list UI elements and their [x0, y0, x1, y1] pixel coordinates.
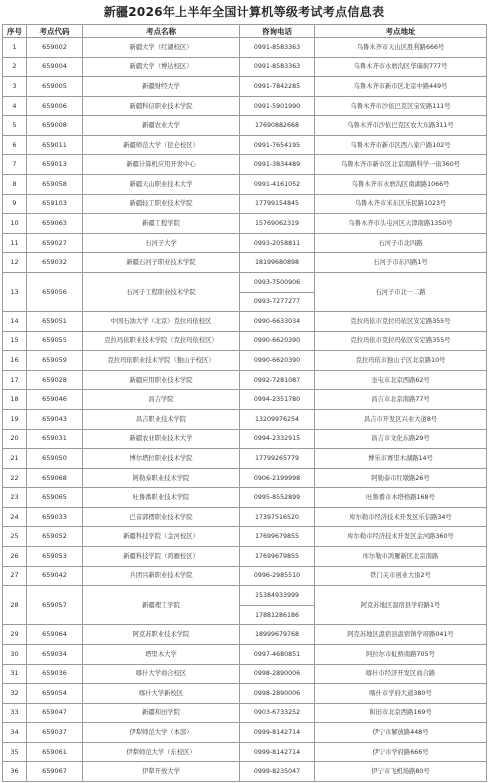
cell-address: 乌鲁木齐市水磨沟区南湖路1066号: [315, 175, 487, 195]
cell-phone: 15769062319: [240, 214, 315, 234]
cell-phone: 17690882668: [240, 116, 315, 136]
cell-code: 659033: [27, 507, 83, 527]
cell-name: 新疆农业大学: [83, 116, 240, 136]
cell-name: 伊犁师范大学（本部）: [83, 723, 240, 743]
cell-address: 和田市北京西路169号: [315, 703, 487, 723]
cell-address: 乌鲁木齐市沙依巴克区农大东路311号: [315, 116, 487, 136]
cell-seq: 35: [3, 742, 27, 762]
cell-seq: 2: [3, 57, 27, 77]
cell-phone: 0998-2890006: [240, 684, 315, 704]
cell-seq: 11: [3, 233, 27, 253]
table-row: [3, 96, 487, 116]
cell-seq: 36: [3, 762, 27, 782]
cell-address: 乌鲁木齐市新市区北京南路科学一街360号: [315, 155, 487, 175]
cell-code: 659037: [27, 723, 83, 743]
cell-name: 新疆科信职业技术学院: [83, 96, 240, 116]
cell-code: 659043: [27, 409, 83, 429]
cell-name: 巴音郭楞职业技术学院: [83, 507, 240, 527]
cell-address: 阿拉尔市虹桥南路705号: [315, 644, 487, 664]
table-row: [3, 77, 487, 97]
cell-address: 阿克苏地区温宿县温宿镇学府路041号: [315, 625, 487, 645]
header-seq: 序号: [3, 25, 27, 38]
cell-name: 克拉玛依职业技术学院（独山子校区）: [83, 351, 240, 371]
cell-code: 659053: [27, 547, 83, 567]
table-row: [3, 742, 487, 762]
cell-phone: 17799265779: [240, 449, 315, 469]
cell-code: 659005: [27, 77, 83, 97]
cell-code: 659052: [27, 527, 83, 547]
cell-name: 新疆农业职业技术大学: [83, 429, 240, 449]
cell-phone: 0991-5901990: [240, 96, 315, 116]
cell-code: 659013: [27, 155, 83, 175]
table-row: [3, 57, 487, 77]
cell-name: 伊犁开放大学: [83, 762, 240, 782]
cell-seq: 28: [3, 586, 27, 625]
cell-phone: 0990-6620390: [240, 331, 315, 351]
cell-code: 659056: [27, 272, 83, 311]
cell-seq: 34: [3, 723, 27, 743]
cell-code: 659065: [27, 488, 83, 508]
cell-address: 克拉玛依市克拉玛依区安定路355号: [315, 312, 487, 332]
table-row: [3, 488, 487, 508]
cell-code: 659006: [27, 96, 83, 116]
cell-seq: 14: [3, 312, 27, 332]
cell-address: 伊宁市解放路448号: [315, 723, 487, 743]
cell-name: 伊犁师范大学（东校区）: [83, 742, 240, 762]
header-phone: 咨询电话: [240, 25, 315, 38]
table-row: [3, 684, 487, 704]
cell-phone: 0998-2890006: [240, 664, 315, 684]
cell-phone: 17699679855: [240, 527, 315, 547]
cell-name: 阿克苏职业技术学院: [83, 625, 240, 645]
table-row: [3, 507, 487, 527]
cell-address: 昌吉市北京南路77号: [315, 390, 487, 410]
cell-address: 阿克苏地区温宿县学府路1号: [315, 586, 487, 625]
cell-seq: 32: [3, 684, 27, 704]
cell-address: 石河子市北一二路: [315, 272, 487, 311]
cell-address: 昌吉市开发区兴业大道8号: [315, 409, 487, 429]
cell-address: 奎屯市北京西路62号: [315, 370, 487, 390]
table-row: [3, 272, 487, 292]
cell-name: 新疆天山职业技术大学: [83, 175, 240, 195]
cell-phone: 17699679855: [240, 547, 315, 567]
cell-name: 石河子大学: [83, 233, 240, 253]
table-row: [3, 703, 487, 723]
cell-phone: 0990-6620390: [240, 351, 315, 371]
cell-seq: 15: [3, 331, 27, 351]
cell-phone: 18999679768: [240, 625, 315, 645]
cell-name: 新疆和田学院: [83, 703, 240, 723]
cell-seq: 29: [3, 625, 27, 645]
table-row: [3, 468, 487, 488]
cell-name: 新疆石河子职业技术学院: [83, 253, 240, 273]
cell-code: 659031: [27, 429, 83, 449]
cell-address: 博乐市赛里木湖路14号: [315, 449, 487, 469]
cell-phone: 0993-7500906: [240, 272, 315, 292]
cell-address: 阿勒泰市红墩路26号: [315, 468, 487, 488]
cell-code: 659008: [27, 116, 83, 136]
cell-seq: 27: [3, 566, 27, 586]
cell-code: 659042: [27, 566, 83, 586]
cell-address: 石河子市北四路: [315, 233, 487, 253]
cell-code: 659032: [27, 253, 83, 273]
cell-name: 中国石油大学（北京）克拉玛依校区: [83, 312, 240, 332]
cell-seq: 7: [3, 155, 27, 175]
cell-seq: 31: [3, 664, 27, 684]
cell-phone: 0992-7281087: [240, 370, 315, 390]
cell-seq: 4: [3, 96, 27, 116]
table-row: [3, 762, 487, 782]
table-row: [3, 370, 487, 390]
cell-phone: 0991-7842285: [240, 77, 315, 97]
table-row: [3, 331, 487, 351]
cell-seq: 22: [3, 468, 27, 488]
cell-address: 铁门关市创业大街2号: [315, 566, 487, 586]
cell-phone: 18199680898: [240, 253, 315, 273]
table-row: [3, 449, 487, 469]
cell-name: 新疆大学（博达校区）: [83, 57, 240, 77]
table-row: [3, 155, 487, 175]
table-row: [3, 625, 487, 645]
cell-address: 乌鲁木齐市头屯河区天津南路1350号: [315, 214, 487, 234]
cell-code: 659068: [27, 468, 83, 488]
cell-address: 乌鲁木齐市新市区西八家户路102号: [315, 135, 487, 155]
cell-address: 伊宁市飞机场路80号: [315, 762, 487, 782]
cell-name: 克拉玛依职业技术学院（克拉玛依校区）: [83, 331, 240, 351]
cell-address: 克拉玛依市克拉玛依区安定路355号: [315, 331, 487, 351]
cell-seq: 3: [3, 77, 27, 97]
cell-code: 659061: [27, 742, 83, 762]
cell-name: 兵团兴新职业技术学院: [83, 566, 240, 586]
cell-name: 喀什大学商合校区: [83, 664, 240, 684]
cell-name: 新疆计算机应用开发中心: [83, 155, 240, 175]
table-row: [3, 116, 487, 136]
cell-phone: 0991-7654195: [240, 135, 315, 155]
cell-phone: 0999-8235047: [240, 762, 315, 782]
cell-seq: 8: [3, 175, 27, 195]
cell-code: 659055: [27, 331, 83, 351]
table-row: [3, 527, 487, 547]
cell-code: 659054: [27, 684, 83, 704]
cell-seq: 18: [3, 390, 27, 410]
cell-name: 新疆大学（红湖校区）: [83, 38, 240, 58]
cell-address: 库尔勒市经济技术开发区金河路360号: [315, 527, 487, 547]
table-row: [3, 175, 487, 195]
cell-phone: 0997-4680851: [240, 644, 315, 664]
header-code: 考点代码: [27, 25, 83, 38]
cell-code: 659050: [27, 449, 83, 469]
cell-phone: 0995-8552899: [240, 488, 315, 508]
cell-address: 喀什市经济开发区商合路: [315, 664, 487, 684]
cell-seq: 17: [3, 370, 27, 390]
cell-code: 659051: [27, 312, 83, 332]
table-row: [3, 723, 487, 743]
cell-seq: 25: [3, 527, 27, 547]
cell-code: 659036: [27, 664, 83, 684]
table-row: [3, 429, 487, 449]
cell-name: 喀什大学新校区: [83, 684, 240, 704]
table-row: [3, 390, 487, 410]
cell-seq: 20: [3, 429, 27, 449]
cell-phone: 0906-2199998: [240, 468, 315, 488]
cell-seq: 10: [3, 214, 27, 234]
cell-phone: 0993-7277277: [240, 292, 315, 312]
cell-name: 吐鲁番职业技术学院: [83, 488, 240, 508]
cell-phone: 0999-8142714: [240, 723, 315, 743]
cell-name: 新疆财经大学: [83, 77, 240, 97]
cell-phone: 0990-6633034: [240, 312, 315, 332]
cell-address: 乌鲁木齐市米东区乐民路1023号: [315, 194, 487, 214]
cell-seq: 6: [3, 135, 27, 155]
exam-site-table: [2, 24, 487, 782]
cell-name: 博尔塔拉职业技术学院: [83, 449, 240, 469]
table-body: [3, 38, 487, 782]
cell-code: 659027: [27, 233, 83, 253]
cell-phone: 0994-2351780: [240, 390, 315, 410]
cell-address: 伊宁市学府路666号: [315, 742, 487, 762]
cell-phone: 0999-8142714: [240, 742, 315, 762]
cell-phone: 17397516520: [240, 507, 315, 527]
cell-address: 吐鲁番市木塔格路168号: [315, 488, 487, 508]
cell-address: 乌鲁木齐市天山区胜利路666号: [315, 38, 487, 58]
cell-seq: 30: [3, 644, 27, 664]
header-name: 考点名称: [83, 25, 240, 38]
cell-phone: 13209976254: [240, 409, 315, 429]
cell-address: 库尔勒市经济技术开发区乐信路34号: [315, 507, 487, 527]
cell-phone: 17799154845: [240, 194, 315, 214]
cell-name: 塔里木大学: [83, 644, 240, 664]
table-row: [3, 135, 487, 155]
cell-code: 659011: [27, 135, 83, 155]
cell-name: 新疆科技学院（金河校区）: [83, 527, 240, 547]
cell-phone: 0903-6733252: [240, 703, 315, 723]
cell-phone: 0991-8583363: [240, 38, 315, 58]
table-row: [3, 664, 487, 684]
cell-name: 新疆轻工职业技术学院: [83, 194, 240, 214]
cell-seq: 1: [3, 38, 27, 58]
cell-phone: 0994-2332915: [240, 429, 315, 449]
cell-code: 659063: [27, 214, 83, 234]
cell-phone: 0993-2058811: [240, 233, 315, 253]
cell-seq: 33: [3, 703, 27, 723]
cell-name: 新疆理工学院: [83, 586, 240, 625]
table-header-row: [3, 25, 487, 38]
document-title: 新疆2026年上半年全国计算机等级考试考点信息表: [103, 5, 385, 19]
cell-code: 659059: [27, 351, 83, 371]
cell-address: 昌吉市文化东路29号: [315, 429, 487, 449]
cell-seq: 9: [3, 194, 27, 214]
cell-code: 659058: [27, 175, 83, 195]
table-row: [3, 38, 487, 58]
table-row: [3, 194, 487, 214]
cell-name: 昌吉学院: [83, 390, 240, 410]
cell-code: 659103: [27, 194, 83, 214]
cell-code: 659002: [27, 38, 83, 58]
table-row: [3, 566, 487, 586]
cell-address: 乌鲁木齐市水磨沟区华瑞街777号: [315, 57, 487, 77]
table-row: [3, 644, 487, 664]
cell-address: 库尔勒市鸿雁新区北京南路: [315, 547, 487, 567]
cell-code: 659047: [27, 703, 83, 723]
cell-address: 克拉玛依市独山子区北京路10号: [315, 351, 487, 371]
cell-code: 659057: [27, 586, 83, 625]
table-row: [3, 312, 487, 332]
cell-name: 昌吉职业技术学院: [83, 409, 240, 429]
table-row: [3, 351, 487, 371]
cell-address: 喀什市学府大道380号: [315, 684, 487, 704]
cell-phone: 0996-2985510: [240, 566, 315, 586]
cell-seq: 26: [3, 547, 27, 567]
cell-code: 659046: [27, 390, 83, 410]
cell-seq: 16: [3, 351, 27, 371]
cell-address: 乌鲁木齐市沙依巴克区宝安路111号: [315, 96, 487, 116]
cell-code: 659004: [27, 57, 83, 77]
cell-name: 新疆科技学院（鸿雁校区）: [83, 547, 240, 567]
cell-seq: 13: [3, 272, 27, 311]
cell-name: 新疆工程学院: [83, 214, 240, 234]
cell-name: 阿勒泰职业技术学院: [83, 468, 240, 488]
cell-seq: 19: [3, 409, 27, 429]
cell-seq: 23: [3, 488, 27, 508]
cell-address: 乌鲁木齐市新市区北京中路449号: [315, 77, 487, 97]
cell-code: 659064: [27, 625, 83, 645]
cell-phone: 17881286186: [240, 605, 315, 625]
cell-code: 659034: [27, 644, 83, 664]
table-row: [3, 233, 487, 253]
table-row: [3, 214, 487, 234]
cell-name: 新疆师范大学（昆仑校区）: [83, 135, 240, 155]
cell-seq: 21: [3, 449, 27, 469]
table-row: [3, 547, 487, 567]
cell-phone: 0991-3834489: [240, 155, 315, 175]
table-row: [3, 409, 487, 429]
cell-phone: 15384933999: [240, 586, 315, 606]
cell-code: 659028: [27, 370, 83, 390]
table-row: [3, 586, 487, 606]
cell-phone: 0991-8583363: [240, 57, 315, 77]
cell-code: 659067: [27, 762, 83, 782]
cell-phone: 0991-4161052: [240, 175, 315, 195]
cell-seq: 5: [3, 116, 27, 136]
cell-name: 新疆应用职业技术学院: [83, 370, 240, 390]
cell-seq: 24: [3, 507, 27, 527]
cell-address: 石河子市东四路1号: [315, 253, 487, 273]
cell-seq: 12: [3, 253, 27, 273]
table-row: [3, 253, 487, 273]
header-address: 考点地址: [315, 25, 487, 38]
cell-name: 石河子工程职业技术学院: [83, 272, 240, 311]
